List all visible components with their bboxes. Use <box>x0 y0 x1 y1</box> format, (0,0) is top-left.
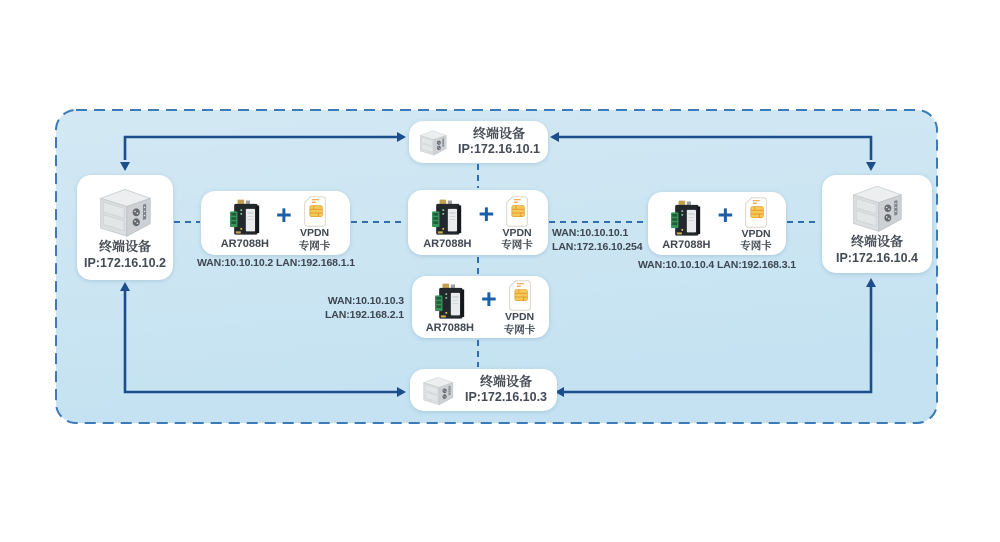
router-icon <box>223 198 267 238</box>
sim-column <box>740 197 772 252</box>
router-combo-center-top-card <box>408 190 548 255</box>
terminal-device-icon <box>93 184 157 238</box>
router-model-label: AR7088H <box>220 238 270 250</box>
device-label: 终端设备 <box>479 374 532 390</box>
terminal-device-icon <box>420 374 456 406</box>
router-combo-right-card <box>648 192 786 255</box>
router-model-label: AR7088H <box>662 238 711 251</box>
lan-address: LAN:192.168.2.1 <box>324 308 404 321</box>
plus-icon: + <box>276 199 292 230</box>
router-icon <box>425 198 469 238</box>
terminal-device-icon <box>417 126 449 158</box>
sim-label-line2: 专网卡 <box>298 239 331 252</box>
wan-address: WAN:10.10.10.1 <box>552 227 629 239</box>
sim-label-line1: VPDN <box>502 226 532 239</box>
sim-card-icon <box>303 196 327 227</box>
sim-label-line1: VPDN <box>741 227 771 240</box>
router-column <box>423 198 471 250</box>
sim-label-line2: 专网卡 <box>503 323 536 336</box>
device-ip: IP:172.16.10.4 <box>835 251 918 266</box>
terminal-device-top-card <box>409 121 548 163</box>
router-icon <box>428 282 472 322</box>
sim-label-line1: VPDN <box>299 227 330 240</box>
terminal-device-bottom-text <box>465 374 547 406</box>
lan-address: LAN:172.16.10.254 <box>552 240 643 253</box>
device-ip: IP:172.16.10.3 <box>464 390 547 405</box>
router-column <box>426 282 474 334</box>
sim-card-icon <box>744 197 768 228</box>
sim-label-line2: 专网卡 <box>501 239 533 251</box>
terminal-device-bottom-card <box>410 369 557 411</box>
router-column <box>221 198 269 250</box>
sim-column <box>504 280 536 335</box>
router-combo-center-bottom-card <box>412 276 549 338</box>
device-label: 终端设备 <box>472 126 525 142</box>
router-model-label: AR7088H <box>425 322 475 334</box>
terminal-device-left-card <box>77 175 173 280</box>
router-combo-left-card <box>201 191 350 255</box>
router-column <box>662 199 710 251</box>
plus-icon: + <box>717 200 734 230</box>
sim-column <box>299 196 331 251</box>
device-ip: IP:172.16.10.2 <box>83 255 166 270</box>
router-icon <box>664 199 708 239</box>
wan-address: WAN:10.10.10.3 <box>327 295 404 307</box>
device-label: 终端设备 <box>850 234 903 250</box>
sim-label-line1: VPDN <box>504 311 535 324</box>
address-label-center-top <box>552 227 643 254</box>
terminal-device-icon <box>846 181 908 233</box>
device-label: 终端设备 <box>98 238 151 254</box>
address-label-left: WAN:10.10.10.2 LAN:192.168.1.1 <box>196 257 356 269</box>
router-model-label: AR7088H <box>423 237 472 250</box>
address-label-center-bottom <box>298 295 404 322</box>
sim-card-icon <box>508 280 532 311</box>
sim-label-line2: 专网卡 <box>740 240 772 252</box>
sim-column <box>501 196 533 251</box>
address-label-right: WAN:10.10.10.4 LAN:192.168.3.1 <box>637 259 797 271</box>
plus-icon: + <box>481 283 497 314</box>
terminal-device-top-text <box>458 126 540 158</box>
device-ip: IP:172.16.10.1 <box>457 142 540 157</box>
terminal-device-right-card <box>822 175 932 273</box>
sim-card-icon <box>505 196 529 227</box>
plus-icon: + <box>478 199 495 229</box>
